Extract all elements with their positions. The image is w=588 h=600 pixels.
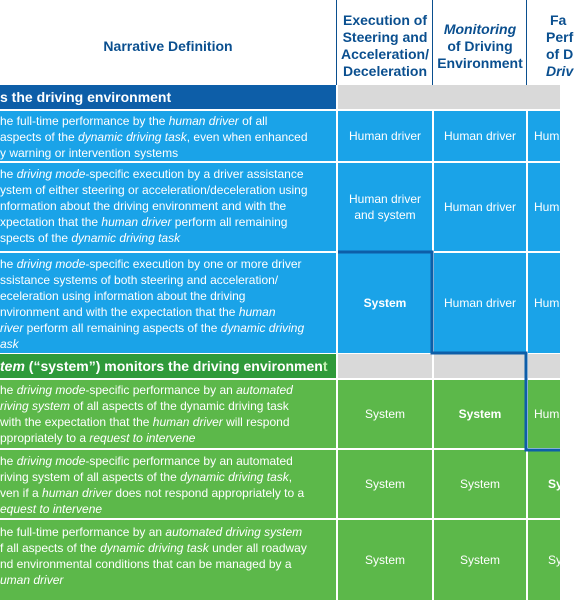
fallback-cell: Hum	[534, 129, 560, 143]
narrative-line: nformation about the driving environment and with the	[0, 199, 287, 213]
header-execution-line: Execution of	[342, 12, 427, 28]
narrative-line: he driving mode-specific execution by a driver assistance	[0, 167, 304, 181]
execution-cell: System	[364, 553, 405, 567]
monitoring-cell: System	[459, 477, 500, 491]
narrative-line: ppropriately to a request to intervene	[0, 431, 196, 445]
header-fallback-line: Fa	[550, 12, 567, 28]
monitoring-cell: Human driver	[443, 129, 517, 143]
execution-line: Human driver	[348, 192, 422, 206]
narrative-line: uman driver	[0, 573, 64, 587]
narrative-line: ven if a human driver does not respond appropriately to a	[0, 486, 305, 500]
section-human-title: s the driving environment	[0, 89, 172, 105]
narrative-line: f all aspects of the dynamic driving task under all roadway	[0, 541, 307, 555]
header-monitoring-line: of Driving	[447, 37, 513, 54]
monitoring-cell: System	[458, 407, 502, 421]
execution-cell: System	[363, 296, 407, 310]
fallback-cell: Hum	[534, 296, 560, 310]
narrative-line: eceleration using information about the driving	[0, 289, 246, 303]
header-monitoring-line: Monitoring	[443, 20, 517, 37]
narrative-line: aspects of the dynamic driving task, even when enhanced	[0, 130, 308, 144]
narrative-line: he full-time performance by the human driver of all	[0, 114, 268, 128]
execution-cell: System	[364, 477, 405, 491]
narrative-line: nvironment and with the expectation that the human	[0, 305, 276, 319]
narrative-line: riving system of all aspects of the dynamic driving task,	[0, 470, 293, 484]
fallback-cell: Hum	[534, 407, 560, 421]
monitoring-cell: System	[459, 553, 500, 567]
header-fallback-line: of D	[546, 46, 574, 62]
narrative-line: ystem of either steering or acceleration/deceleration using	[0, 183, 308, 197]
execution-cell: Human driver	[348, 129, 422, 143]
narrative-line: he driving mode-specific execution by one or more driver	[0, 257, 302, 271]
narrative-line: spects of the dynamic driving task	[0, 231, 181, 245]
narrative-line: he full-time performance by an automated driving system	[0, 525, 303, 539]
section-system-title-text: tem (“system”) monitors the driving environment	[0, 358, 328, 374]
fallback-cell: Sy	[548, 477, 563, 491]
fallback-cell: Sy	[548, 553, 563, 567]
monitoring-cell: Human driver	[443, 296, 517, 310]
execution-line: and system	[354, 208, 416, 222]
narrative-line: river perform all remaining aspects of the dynamic driving	[0, 321, 305, 335]
narrative-line: he driving mode-specific performance by an automated	[0, 454, 293, 468]
narrative-line: ask	[0, 337, 19, 351]
monitoring-cell: Human driver	[443, 200, 517, 214]
header-execution-line: Deceleration	[342, 63, 428, 79]
narrative-line: equest to intervene	[0, 502, 103, 516]
narrative-line: he driving mode-specific performance by an automated	[0, 383, 293, 397]
narrative-line: xpectation that the human driver perform all remaining	[0, 215, 288, 229]
execution-cell: System	[364, 407, 405, 421]
header-monitoring-line: Environment	[437, 54, 523, 71]
fallback-cell: Hum	[534, 200, 560, 214]
header-fallback-line: Perf	[546, 29, 574, 45]
header-narrative-label: Narrative Definition	[103, 37, 233, 54]
header-execution-line: Steering and	[342, 29, 428, 45]
narrative-line: with the expectation that the human driver will respond	[0, 415, 290, 429]
narrative-line: y warning or intervention systems	[0, 146, 179, 160]
header-execution-line: Acceleration/	[341, 46, 429, 62]
narrative-line: ssistance systems of both steering and acceleration/	[0, 273, 279, 287]
narrative-line: nd environmental conditions that can be managed by a	[0, 557, 292, 571]
narrative-line: riving system of all aspects of the dynamic driving task	[0, 399, 289, 413]
header-fallback-line: Driv	[546, 63, 574, 79]
